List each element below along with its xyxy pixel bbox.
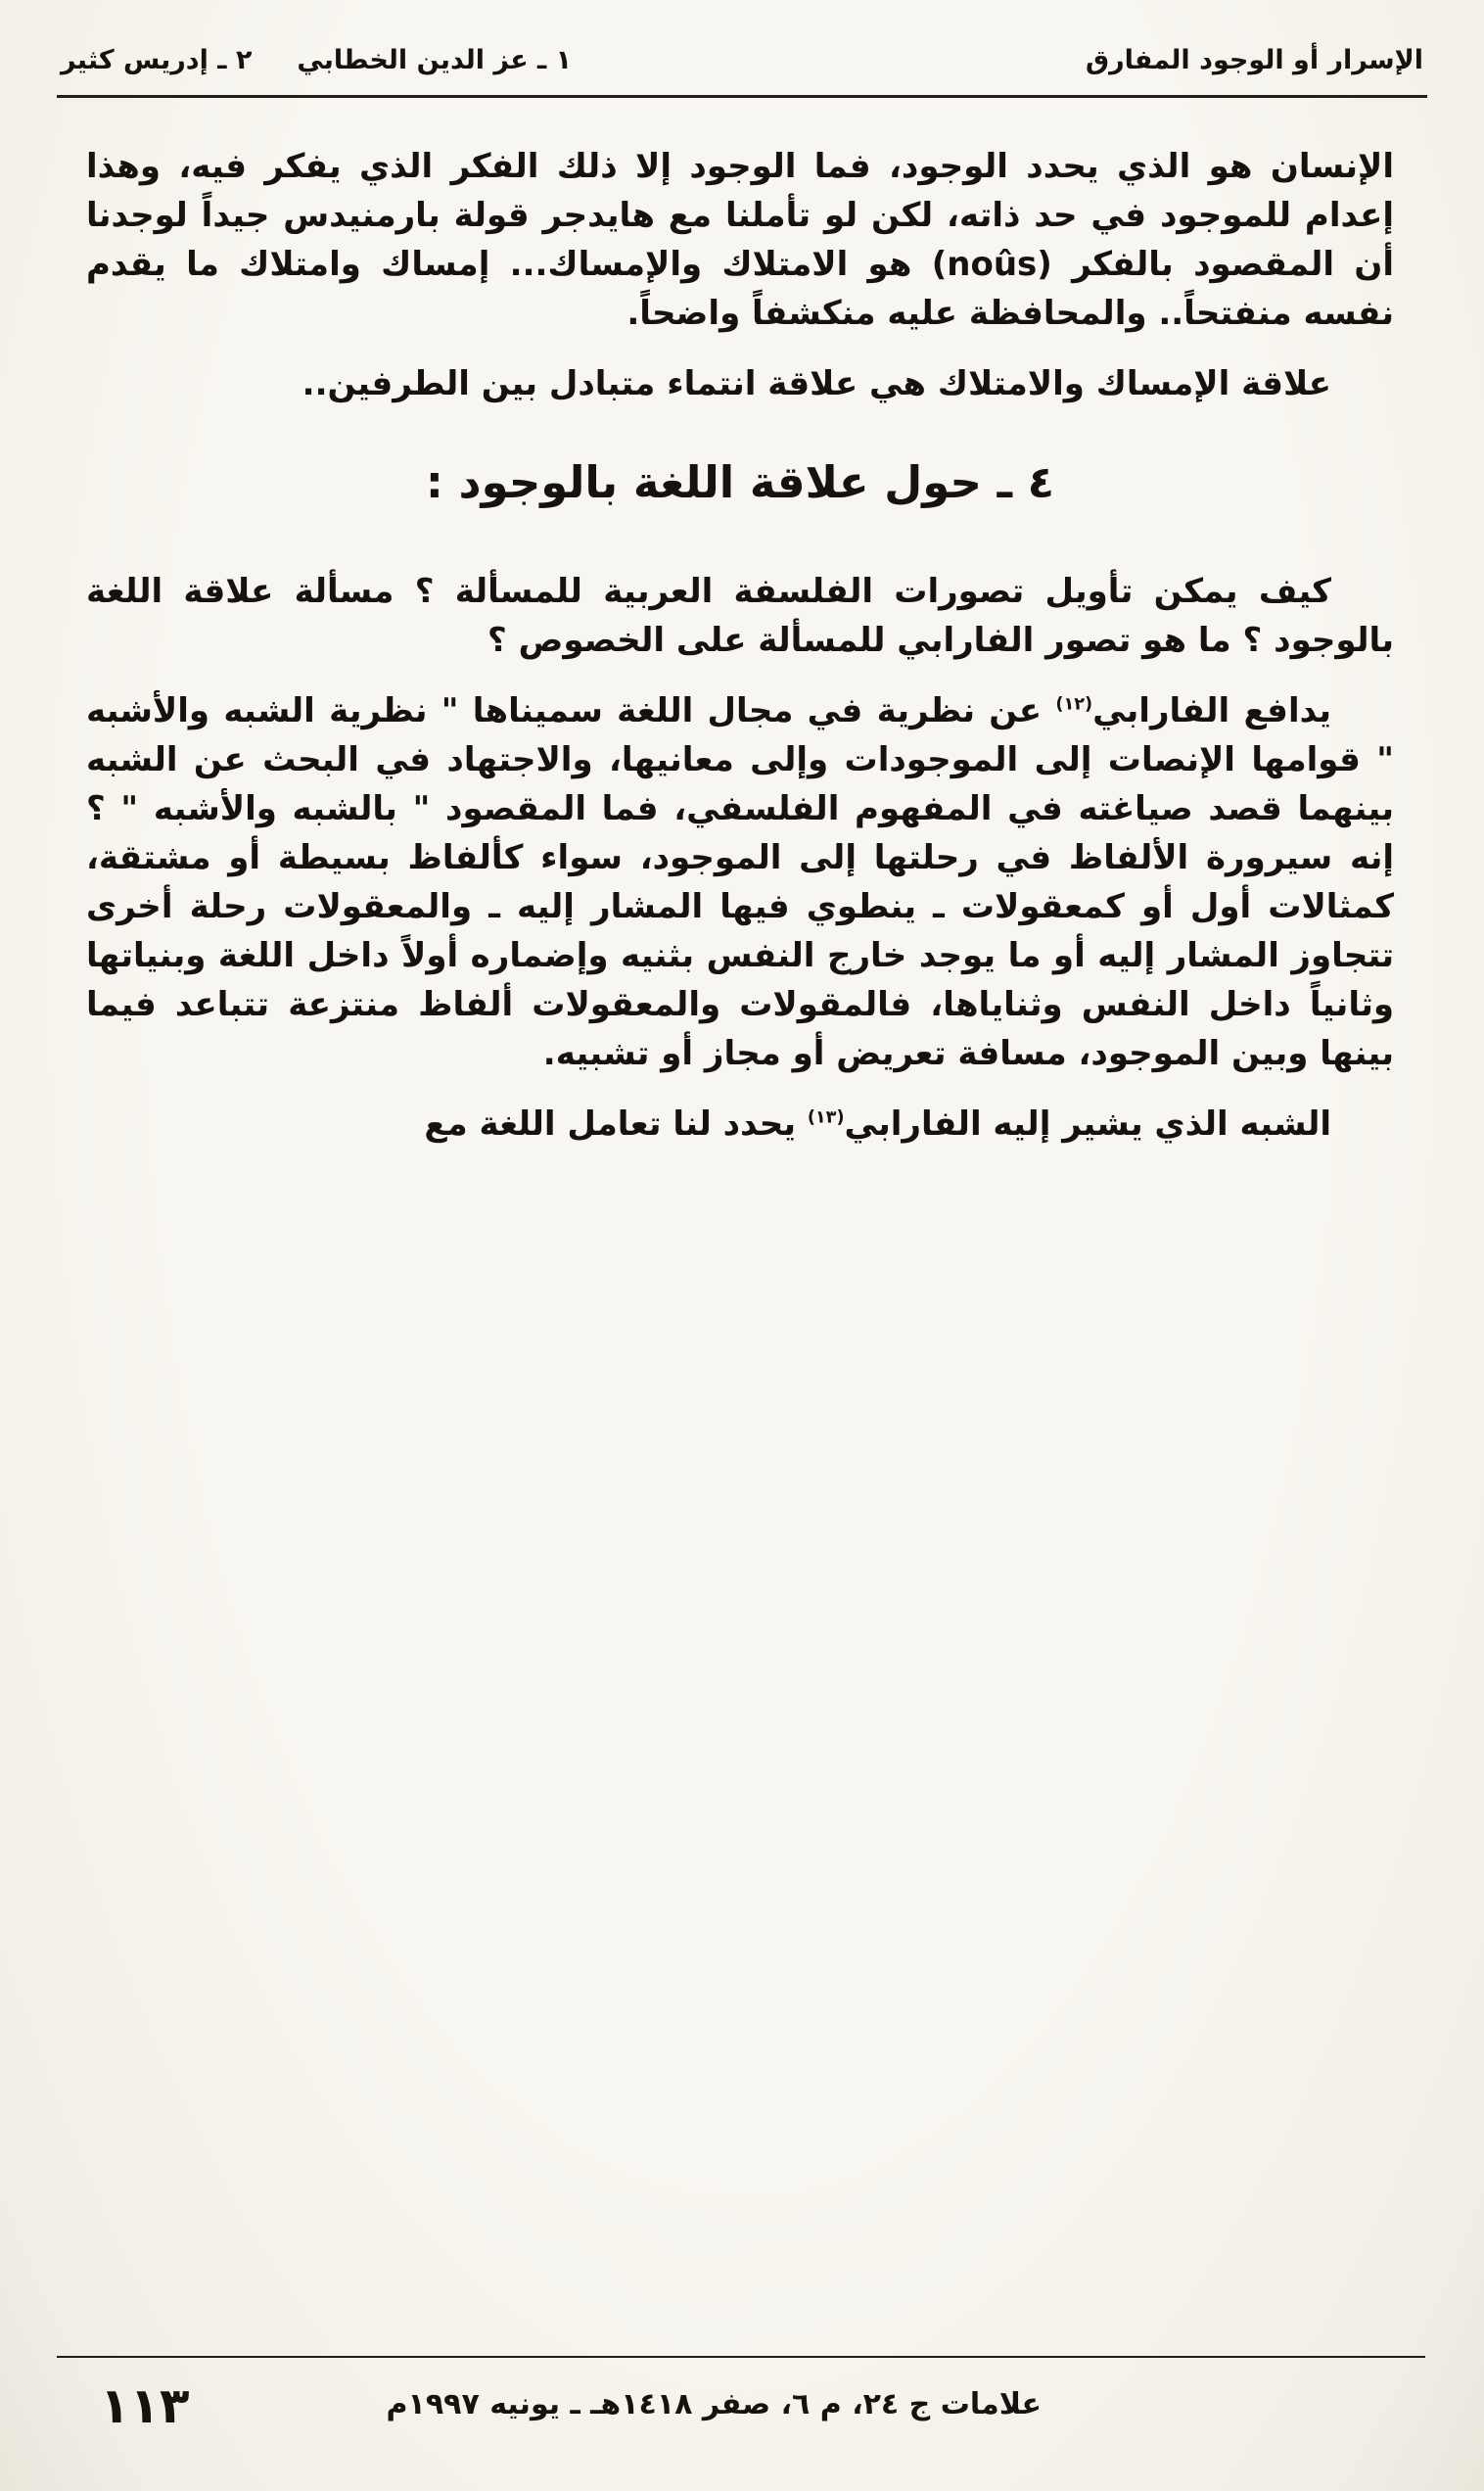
header-title: الإسرار أو الوجود المفارق — [1085, 45, 1423, 75]
paragraph-2: علاقة الإمساك والامتلاك هي علاقة انتماء متبادل بين الطرفين.. — [301, 363, 1331, 403]
page-number: ١١٣ — [100, 2377, 190, 2434]
journal-issue-line: علامات ج ٢٤، م ٦، صفر ١٤١٨هـ ـ يونيه ١٩٩٧م — [386, 2387, 1042, 2421]
paragraph-1: الإنسان هو الذي يحدد الوجود، فما الوجود إلا ذلك الفكر الذي يفكر فيه، وهذا إعدام للموجود في حد ذاته، لكن لو تأملنا مع هايدجر قولة بارمنيدس جيداً لوجدنا أن المقصود بالفكر (noûs) هو الامتلاك والإمساك... إمساك وامتلاك ما يقدم نفسه منفتحاً.. والمحافظة عليه منكشفاً واضحاً. — [86, 147, 1394, 333]
page-header — [61, 45, 1423, 75]
footnote-ref-12: (١٢) — [1055, 694, 1093, 715]
paragraph-5 — [86, 1101, 1394, 1150]
paragraph-5-text-pre: الشبه الذي يشير إليه الفارابي — [844, 1104, 1331, 1145]
paragraph-3: كيف يمكن تأويل تصورات الفلسفة العربية للمسألة ؟ مسألة علاقة اللغة بالوجود ؟ ما هو تصور الفارابي للمسألة على الخصوص ؟ — [86, 572, 1394, 661]
paragraph-4-text-post: عن نظرية في مجال اللغة سميناها " نظرية الشبه والأشبه " قوامها الإنصات إلى الموجودات وإلى معانيها، والاجتهاد في البحث عن الشبه بينهما قصد صياغته في المفهوم الفلسفي، فما المقصود " بالشبه والأشبه " ؟ إنه سيرورة الألفاظ في رحلتها إلى الموجود، سواء كألفاظ بسيطة أو مشتقة، كمثالات أول أو كمعقولات ـ ينطوي فيها المشار إليه ـ والمعقولات رحلة أخرى تتجاوز المشار إليه أو ما يوجد خارج النفس بثنيه وإضماره أولاً داخل اللغة وبنياتها وثانياً داخل النفس وثناياها، فالمقولات والمعقولات ألفاظ منتزعة تتباعد فيما بينها وبين الموجود، مسافة تعريض أو مجاز أو تشبيه. — [86, 691, 1394, 1074]
footer-rule — [57, 2356, 1425, 2358]
paragraph-4 — [86, 687, 1394, 1079]
header-rule — [57, 95, 1427, 98]
header-author-2: ٢ ـ إدريس كثير — [61, 45, 253, 75]
header-author-1: ١ ـ عز الدين الخطابي — [297, 45, 573, 75]
section-heading: ٤ ـ حول علاقة اللغة بالوجود : — [425, 455, 1055, 508]
header-authors — [61, 45, 572, 75]
paragraph-5-text-post: يحدد لنا تعامل اللغة مع — [424, 1104, 808, 1145]
footnote-ref-13: (١٣) — [807, 1107, 845, 1128]
page-body — [86, 143, 1394, 1171]
paragraph-4-text-pre: يدافع الفارابي — [1092, 691, 1332, 731]
